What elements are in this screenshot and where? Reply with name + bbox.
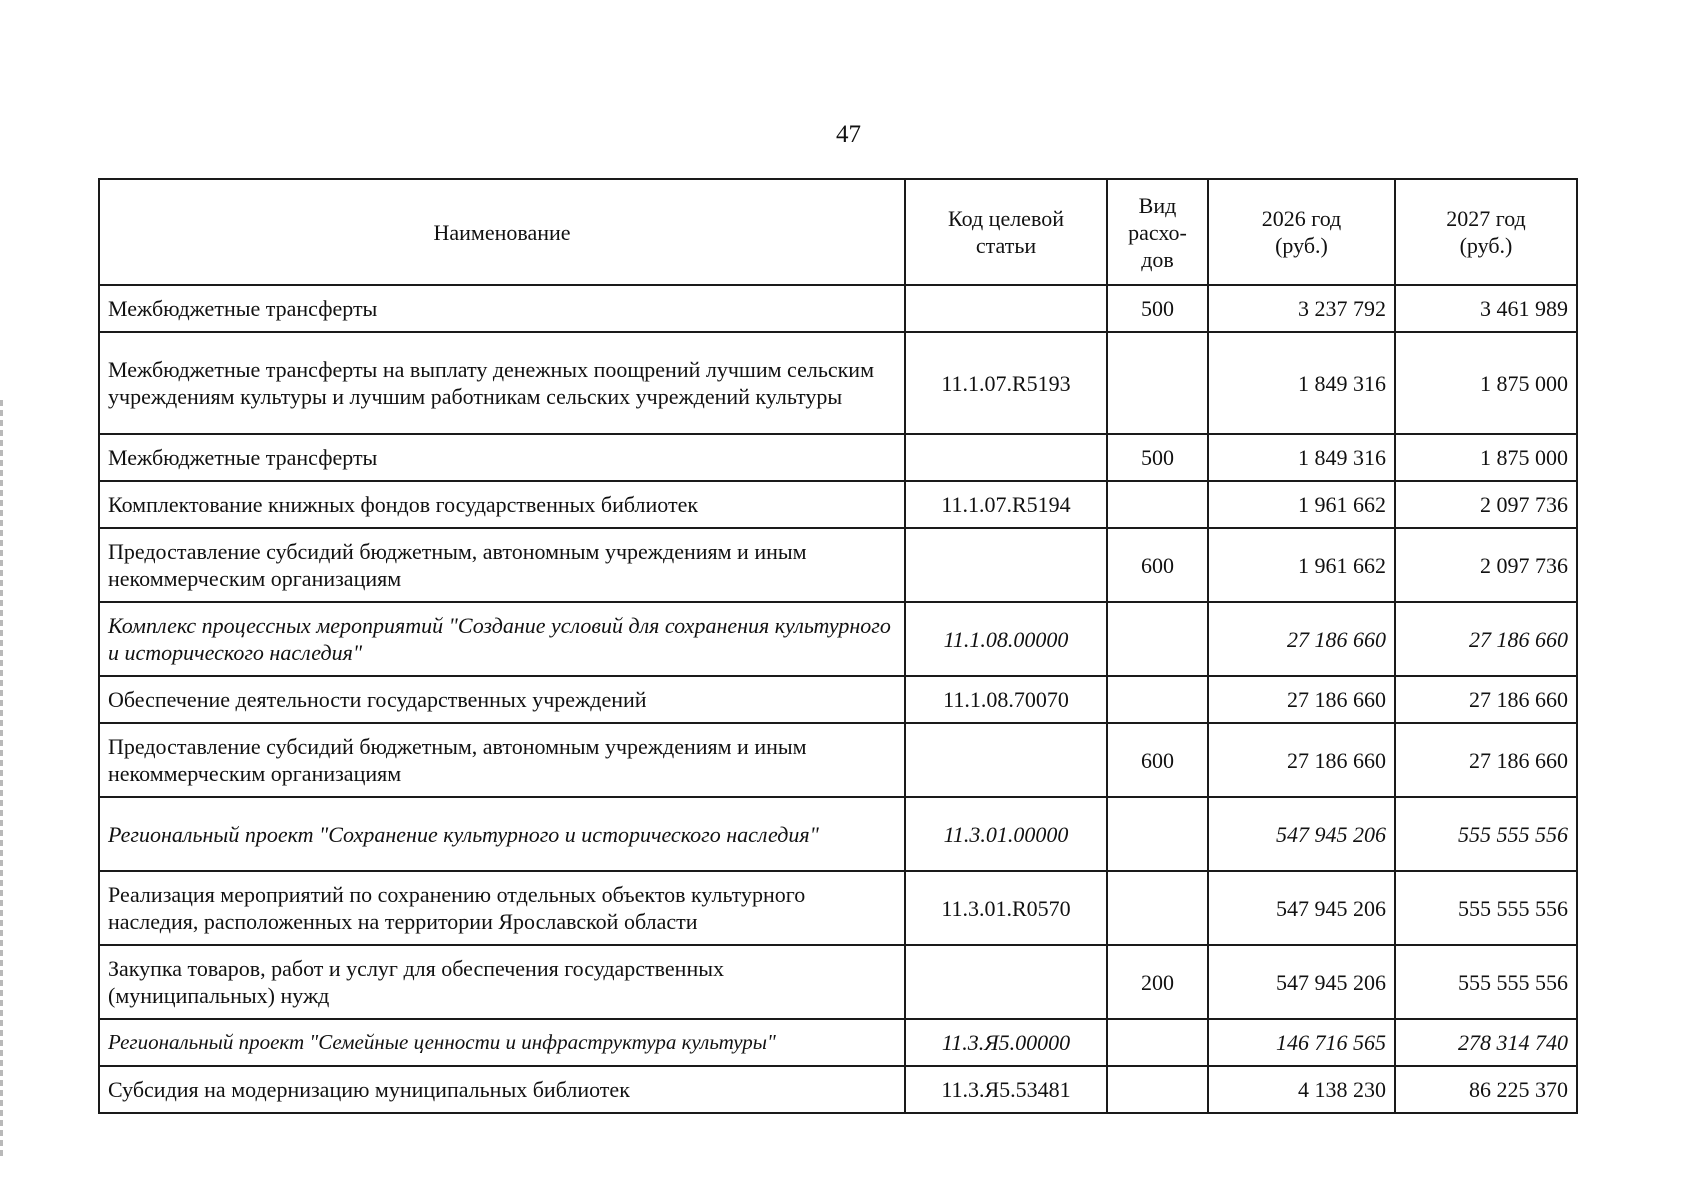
row-type	[1107, 602, 1208, 676]
row-name: Комплекс процессных мероприятий "Создание условий для сохранения культурного и исторического наследия"	[99, 602, 905, 676]
row-code: 11.3.Я5.53481	[905, 1066, 1107, 1113]
row-type: 600	[1107, 528, 1208, 602]
row-2027: 2 097 736	[1395, 528, 1577, 602]
row-code	[905, 285, 1107, 332]
row-2026: 4 138 230	[1208, 1066, 1395, 1113]
table-row	[99, 481, 1577, 528]
row-code: 11.3.Я5.00000	[905, 1019, 1107, 1066]
row-name: Реализация мероприятий по сохранению отдельных объектов культурного наследия, расположенных на территории Ярославской области	[99, 871, 905, 945]
row-2026: 27 186 660	[1208, 602, 1395, 676]
table-row	[99, 1019, 1577, 1066]
row-2026: 1 849 316	[1208, 332, 1395, 434]
row-code	[905, 945, 1107, 1019]
row-name: Региональный проект "Семейные ценности и инфраструктура культуры"	[99, 1019, 905, 1066]
row-2027: 555 555 556	[1395, 797, 1577, 871]
row-2027: 27 186 660	[1395, 676, 1577, 723]
row-2026: 1 961 662	[1208, 481, 1395, 528]
row-2026: 1 849 316	[1208, 434, 1395, 481]
row-code	[905, 723, 1107, 797]
row-2026: 27 186 660	[1208, 723, 1395, 797]
row-code: 11.3.01.R0570	[905, 871, 1107, 945]
row-2027: 27 186 660	[1395, 723, 1577, 797]
row-2027: 1 875 000	[1395, 434, 1577, 481]
header-2027: 2027 год (руб.)	[1395, 179, 1577, 285]
budget-table	[98, 178, 1578, 1114]
row-type: 500	[1107, 434, 1208, 481]
row-code: 11.3.01.00000	[905, 797, 1107, 871]
row-2027: 555 555 556	[1395, 945, 1577, 1019]
row-type	[1107, 871, 1208, 945]
table-row	[99, 871, 1577, 945]
row-2027: 278 314 740	[1395, 1019, 1577, 1066]
row-code	[905, 434, 1107, 481]
row-type	[1107, 332, 1208, 434]
row-code: 11.1.08.70070	[905, 676, 1107, 723]
row-name: Комплектование книжных фондов государственных библиотек	[99, 481, 905, 528]
table-row	[99, 285, 1577, 332]
table-row	[99, 1066, 1577, 1113]
row-2027: 86 225 370	[1395, 1066, 1577, 1113]
table-row	[99, 434, 1577, 481]
row-type	[1107, 797, 1208, 871]
row-2026: 146 716 565	[1208, 1019, 1395, 1066]
row-name: Межбюджетные трансферты	[99, 285, 905, 332]
row-name: Предоставление субсидий бюджетным, автономным учреждениям и иным некоммерческим организациям	[99, 723, 905, 797]
row-type	[1107, 1019, 1208, 1066]
row-type	[1107, 481, 1208, 528]
table-header-row	[99, 179, 1577, 285]
row-name: Закупка товаров, работ и услуг для обеспечения государственных (муниципальных) нужд	[99, 945, 905, 1019]
header-2026: 2026 год (руб.)	[1208, 179, 1395, 285]
row-2026: 547 945 206	[1208, 945, 1395, 1019]
table-row	[99, 797, 1577, 871]
row-2027: 555 555 556	[1395, 871, 1577, 945]
table-row	[99, 676, 1577, 723]
row-2026: 3 237 792	[1208, 285, 1395, 332]
row-type	[1107, 676, 1208, 723]
row-name: Предоставление субсидий бюджетным, автономным учреждениям и иным некоммерческим организациям	[99, 528, 905, 602]
header-code: Код целевой статьи	[905, 179, 1107, 285]
row-type: 600	[1107, 723, 1208, 797]
table-row	[99, 945, 1577, 1019]
header-type: Вид расхо-дов	[1107, 179, 1208, 285]
row-2026: 547 945 206	[1208, 871, 1395, 945]
page-number: 47	[836, 121, 861, 148]
row-2027: 3 461 989	[1395, 285, 1577, 332]
row-2027: 1 875 000	[1395, 332, 1577, 434]
row-code	[905, 528, 1107, 602]
table-row	[99, 723, 1577, 797]
row-2026: 1 961 662	[1208, 528, 1395, 602]
table-row	[99, 602, 1577, 676]
row-type	[1107, 1066, 1208, 1113]
row-name: Обеспечение деятельности государственных учреждений	[99, 676, 905, 723]
row-2026: 547 945 206	[1208, 797, 1395, 871]
row-code: 11.1.08.00000	[905, 602, 1107, 676]
row-2027: 2 097 736	[1395, 481, 1577, 528]
row-type: 200	[1107, 945, 1208, 1019]
row-code: 11.1.07.R5194	[905, 481, 1107, 528]
row-2027: 27 186 660	[1395, 602, 1577, 676]
scan-edge-mark	[0, 400, 3, 1160]
table-row	[99, 332, 1577, 434]
row-2026: 27 186 660	[1208, 676, 1395, 723]
table-row	[99, 528, 1577, 602]
row-name: Субсидия на модернизацию муниципальных библиотек	[99, 1066, 905, 1113]
row-name: Межбюджетные трансферты на выплату денежных поощрений лучшим сельским учреждениям культуры и лучшим работникам сельских учреждений культуры	[99, 332, 905, 434]
row-name: Региональный проект "Сохранение культурного и исторического наследия"	[99, 797, 905, 871]
row-type: 500	[1107, 285, 1208, 332]
header-name: Наименование	[99, 179, 905, 285]
row-code: 11.1.07.R5193	[905, 332, 1107, 434]
row-name: Межбюджетные трансферты	[99, 434, 905, 481]
